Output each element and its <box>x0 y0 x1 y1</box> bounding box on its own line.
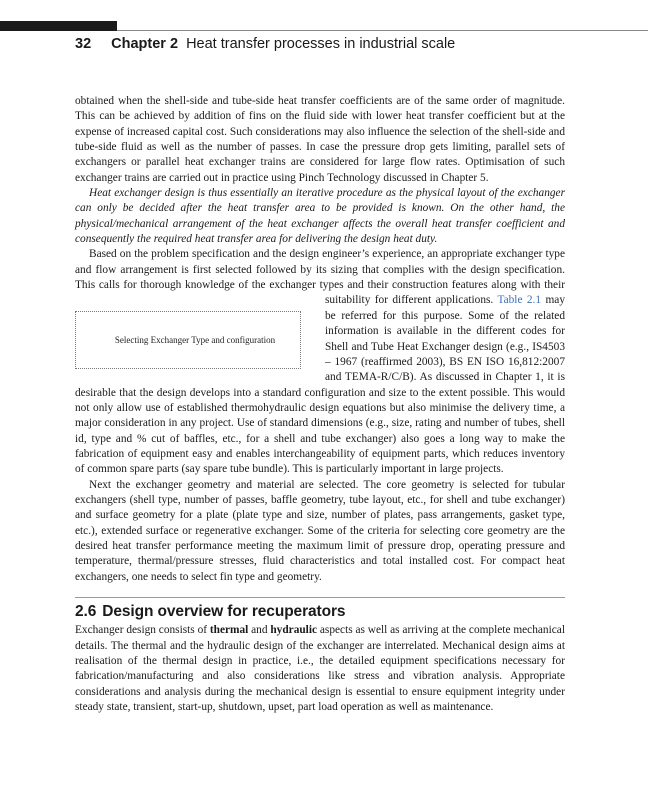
header-bar <box>0 21 117 31</box>
header-rule <box>117 30 648 31</box>
paragraph-text-start: Based on the problem specification and the design engineer’s experience, an appropriate exchanger type and flow arrangement is first selected followed by its sizing that complies with the design specification. This calls for thorough knowledge of the exchanger types and their construction features along with their suitability for different applications. <box>75 248 565 307</box>
paragraph-geometry-selection: Next the exchanger geometry and material are selected. The core geometry is selected for tubular exchangers (shell type, number of passes, baffle geometry, tube layout, etc., for shell and tube exchanger) and surface geometry for a plate (plate type and size, number of plates, pass arrangements, gasket type, etc.), extended surface or regenerative exchanger. Some of the criteria for selecting core geometry are the desired heat transfer performance meeting the maximum limit of pressure drop, operating pressure and temperature, thermal/pressure stresses, fluid characteristics and total installed cost. For compact heat exchangers, one needs to select fin type and geometry. <box>75 478 565 583</box>
running-head <box>75 36 455 52</box>
hydraulic-term: hydraulic <box>270 624 318 637</box>
overview-text-rest: aspects as well as arriving at the complete mechanical details. The thermal and the hydraulic design of the exchanger are interrelated. Mechanical design aims at realisation of the thermal design in practice, i.e., the detailed equipment specifications necessary for fabrication/manufacturing and also considerations like stress and vibration analysis. Appropriate considerations and analysis during the mechanical design is essential to ensure equipment integrity under steady state, transient, start-up, shutdown, upset, part load operation as well as maintenance. <box>75 624 565 714</box>
paragraph-problem-specification <box>75 247 565 477</box>
figure-caption: Selecting Exchanger Type and configuration <box>114 334 276 345</box>
page-number: 32 <box>75 36 92 52</box>
section-divider <box>75 597 565 598</box>
chapter-label: Chapter 2 <box>111 36 179 52</box>
overview-text-start: Exchanger design consists of <box>75 624 208 637</box>
paragraph-iterative-design: Heat exchanger design is thus essentially an iterative procedure as the physical layout of the exchanger can only be decided after the heat transfer area to be provided is known. On the other hand, the physical/mechanical arrangement of the heat exchanger affects the overall heat transfer coefficient and consequently the required heat transfer area for delivering the design heat duty. <box>75 187 565 246</box>
table-2-1-link[interactable]: Table 2.1 <box>497 294 542 307</box>
paragraph-design-overview <box>75 623 565 715</box>
thermal-term: thermal <box>209 624 249 637</box>
paragraph-continued: obtained when the shell-side and tube-side heat transfer coefficients are of the same order of magnitude. This can be achieved by addition of fins on the fluid side with lower heat transfer coefficient but at the expense of increased capital cost. Such considerations may also influence the selection of the shell-side and tube-side fluid as well as the number of passes. In case the pressure drop gets limiting, parallel sets of exchangers or parallel heat exchanger trains are considered for large flow rates. Optimisation of such exchanger trains are carried out in practice using Pinch Technology discussed in Chapter 5. <box>75 95 565 184</box>
overview-text-and: and <box>251 624 268 637</box>
chapter-title: Heat transfer processes in industrial scale <box>186 36 456 52</box>
section-heading <box>75 604 565 619</box>
section-number: 2.6 <box>75 603 97 620</box>
page-body <box>75 94 565 715</box>
section-title: Design overview for recuperators <box>102 603 346 620</box>
figure-placeholder <box>75 311 301 369</box>
paragraph-text-end: may be referred for this purpose. Some of the related information is available in the different codes for Shell and Tube Heat Exchanger design (e.g., IS4503 – 1967 (reaffirmed 2003), BS EN ISO 16,812:2007 and TEMA-R/C/B). As discussed in Chapter 1, it is desirable that the design develops into a standard configuration and size to the extent possible. This would not only allow use of established thermohydraulic design equations but also minimise the delivery time, a major consideration in any project. Use of standard dimensions (e.g., size, rating and number of tubes, shell id, type and % cut of baffles, etc., for a shell and tube exchanger) also goes a long way to make the fabrication of equipment easy and enables interchangeability of equipment parts, which reduces inventory of common spare parts (say spare tube bundle). This is particularly important in large projects. <box>75 294 565 476</box>
